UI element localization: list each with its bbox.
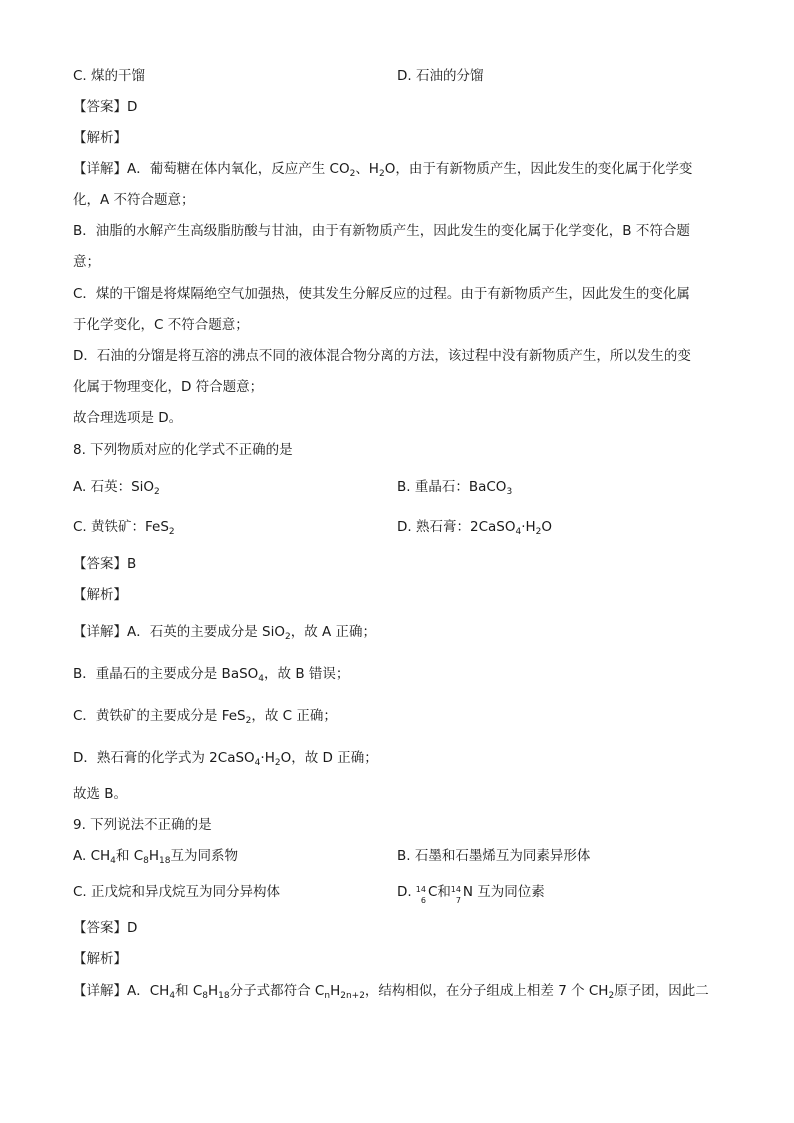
q7-answer: 【答案】D (73, 99, 138, 115)
c14-nuclide: 14 6 (415, 885, 426, 905)
q7-option-d: D. 石油的分馏 (397, 68, 484, 84)
q8-stem: 8. 下列物质对应的化学式不正确的是 (73, 442, 293, 458)
q9-stem: 9. 下列说法不正确的是 (73, 817, 212, 833)
q9-option-a: A. $CH_4$和 $C_8H_{18}$互为同系物 (73, 848, 238, 866)
q7-detail-c-cont: 于化学变化，C 不符合题意； (73, 317, 249, 333)
q7-detail-a-cont: 化，A 不符合题意； (73, 192, 195, 208)
q7-detail-d-cont: 化属于物理变化，D 符合题意； (73, 379, 264, 395)
q7-detail-b-cont: 意； (73, 254, 100, 270)
q8-detail-b: B．重晶石的主要成分是 BaSO$_4$，故 B 错误； (73, 666, 350, 684)
q9-option-b: B. 石墨和石墨烯互为同素异形体 (397, 848, 591, 864)
q8-answer: 【答案】B (73, 556, 137, 572)
q8-detail-d: D．熟石膏的化学式为 $2CaSO_4\cdot H_2O$，故 D 正确； (73, 750, 378, 768)
q9-option-c: C. 正戊烷和异戊烷互为同分异构体 (73, 884, 281, 900)
q8-option-d: D. 熟石膏：$2CaSO_4\cdot H_2O$ (397, 519, 553, 537)
q7-detail-c: C．煤的干馏是将煤隔绝空气加强热，使其发生分解反应的过程。由于有新物质产生，因此发生的变化属 (73, 286, 690, 302)
n14-nuclide: 14 7 (450, 885, 461, 905)
q8-detail-c: C．黄铁矿的主要成分是 FeS$_2$，故 C 正确； (73, 708, 337, 726)
q8-detail-a: 【详解】A．石英的主要成分是 SiO$_2$，故 A 正确； (73, 624, 377, 642)
q8-analysis-heading: 【解析】 (73, 587, 127, 603)
q7-option-c: C. 煤的干馏 (73, 68, 146, 84)
q7-detail-a: 【详解】A．葡萄糖在体内氧化，反应产生 $CO_2$、$H_2O$，由于有新物质产生，因此发生的变化属于化学变 (73, 161, 693, 179)
q9-analysis-heading: 【解析】 (73, 951, 127, 967)
q7-analysis-heading: 【解析】 (73, 130, 127, 146)
q8-option-c: C. 黄铁矿：FeS$_2$ (73, 519, 175, 537)
q9-detail-a: 【详解】A．$CH_4$和 $C_8H_{18}$分子式都符合 $C_nH_{2n+2}$，结构相似，在分子组成上相差 7 个 $CH_2$原子团，因此二 (73, 983, 709, 1001)
q7-conclusion: 故合理选项是 D。 (73, 410, 183, 426)
q7-detail-d: D．石油的分馏是将互溶的沸点不同的液体混合物分离的方法，该过程中没有新物质产生，所以发生的变 (73, 348, 691, 364)
q7-detail-b: B．油脂的水解产生高级脂肪酸与甘油，由于有新物质产生，因此发生的变化属于化学变化，B 不符合题 (73, 223, 690, 239)
q9-option-d: D. 14 6 C和 14 7 N 互为同位素 (397, 884, 545, 905)
q9-answer: 【答案】D (73, 920, 138, 936)
q8-conclusion: 故选 B。 (73, 786, 128, 802)
q8-option-b: B. 重晶石：BaCO$_3$ (397, 479, 513, 497)
q8-option-a: A. 石英：SiO$_2$ (73, 479, 160, 497)
